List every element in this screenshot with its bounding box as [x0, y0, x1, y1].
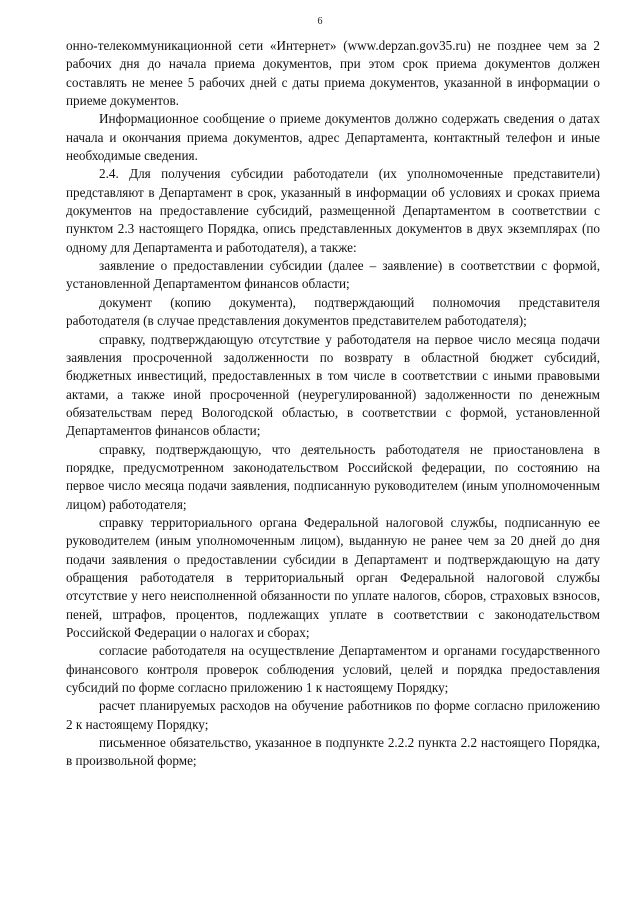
paragraph: справку территориального органа Федеральной налоговой службы, подписанную ее руководителем (иным уполномоченным лицом), выданную не ранее чем за 20 дней до дня подачи заявления о предоставлении субсидии в Департамент и подтверждающую на дату обращения работодателя в территориальный орган Федеральной налоговой службы отсутствие у него неисполненной обязанности по уплате налогов, сборов, страховых взносов, пеней, штрафов, процентов, подлежащих уплате в соответствии с законодательством Российской Федерации о налогах и сборах;	[66, 514, 600, 640]
paragraph: Информационное сообщение о приеме документов должно содержать сведения о датах начала и окончания приема документов, адрес Департамента, контактный телефон и иные необходимые сведения.	[66, 111, 600, 164]
paragraph: документ (копию документа), подтверждающий полномочия представителя работодателя (в случае представления документов представителем работодателя);	[66, 294, 600, 329]
paragraph: справку, подтверждающую отсутствие у работодателя на первое число месяца подачи заявления просроченной задолженности по возврату в областной бюджет субсидий, бюджетных инвестиций, предоставленных в том числе в соответствии с иными правовыми актами, а также иной просроченной (неурегулированной) задолженности по денежным обязательствам перед Вологодской областью, в соответствии с формой, установленной Департаментов финансов области;	[66, 331, 600, 439]
paragraph: справку, подтверждающую, что деятельность работодателя не приостановлена в порядке, предусмотренном законодательством Российской федерации, по состоянию на первое число месяца подачи заявления, подписанную руководителем (иным уполномоченным лицом) работодателя;	[66, 441, 600, 512]
document-body	[66, 37, 600, 771]
paragraph: согласие работодателя на осуществление Департаментом и органами государственного финансового контроля проверок соблюдения условий, целей и порядка предоставления субсидий по форме согласно приложению 1 к настоящему Порядку;	[66, 643, 600, 696]
paragraph: заявление о предоставлении субсидии (далее – заявление) в соответствии с формой, установленной Департаментом финансов области;	[66, 258, 600, 292]
paragraph: письменное обязательство, указанное в подпункте 2.2.2 пункта 2.2 настоящего Порядка, в произвольной форме;	[66, 735, 600, 769]
paragraph: онно-телекоммуникационной сети «Интернет» (www.depzan.gov35.ru) не позднее чем за 2 рабочих дня до начала приема документов, при этом срок приема документов должен составлять не менее 5 рабочих дней с даты приема документов, указанной в информации о приеме документов.	[66, 38, 600, 109]
paragraph: расчет планируемых расходов на обучение работников по форме согласно приложению 2 к настоящему Порядку;	[66, 698, 600, 732]
paragraph: 2.4. Для получения субсидии работодатели (их уполномоченные представители) представляют в Департамент в срок, указанный в информации об условиях и сроках приема документов на предоставление субсидий, размещенной Департаментом в соответствии с пунктом 2.3 настоящего Порядка, опись представленных документов в двух экземплярах (по одному для Департамента и работодателя), а также:	[66, 166, 600, 255]
page-number: 6	[317, 16, 323, 27]
